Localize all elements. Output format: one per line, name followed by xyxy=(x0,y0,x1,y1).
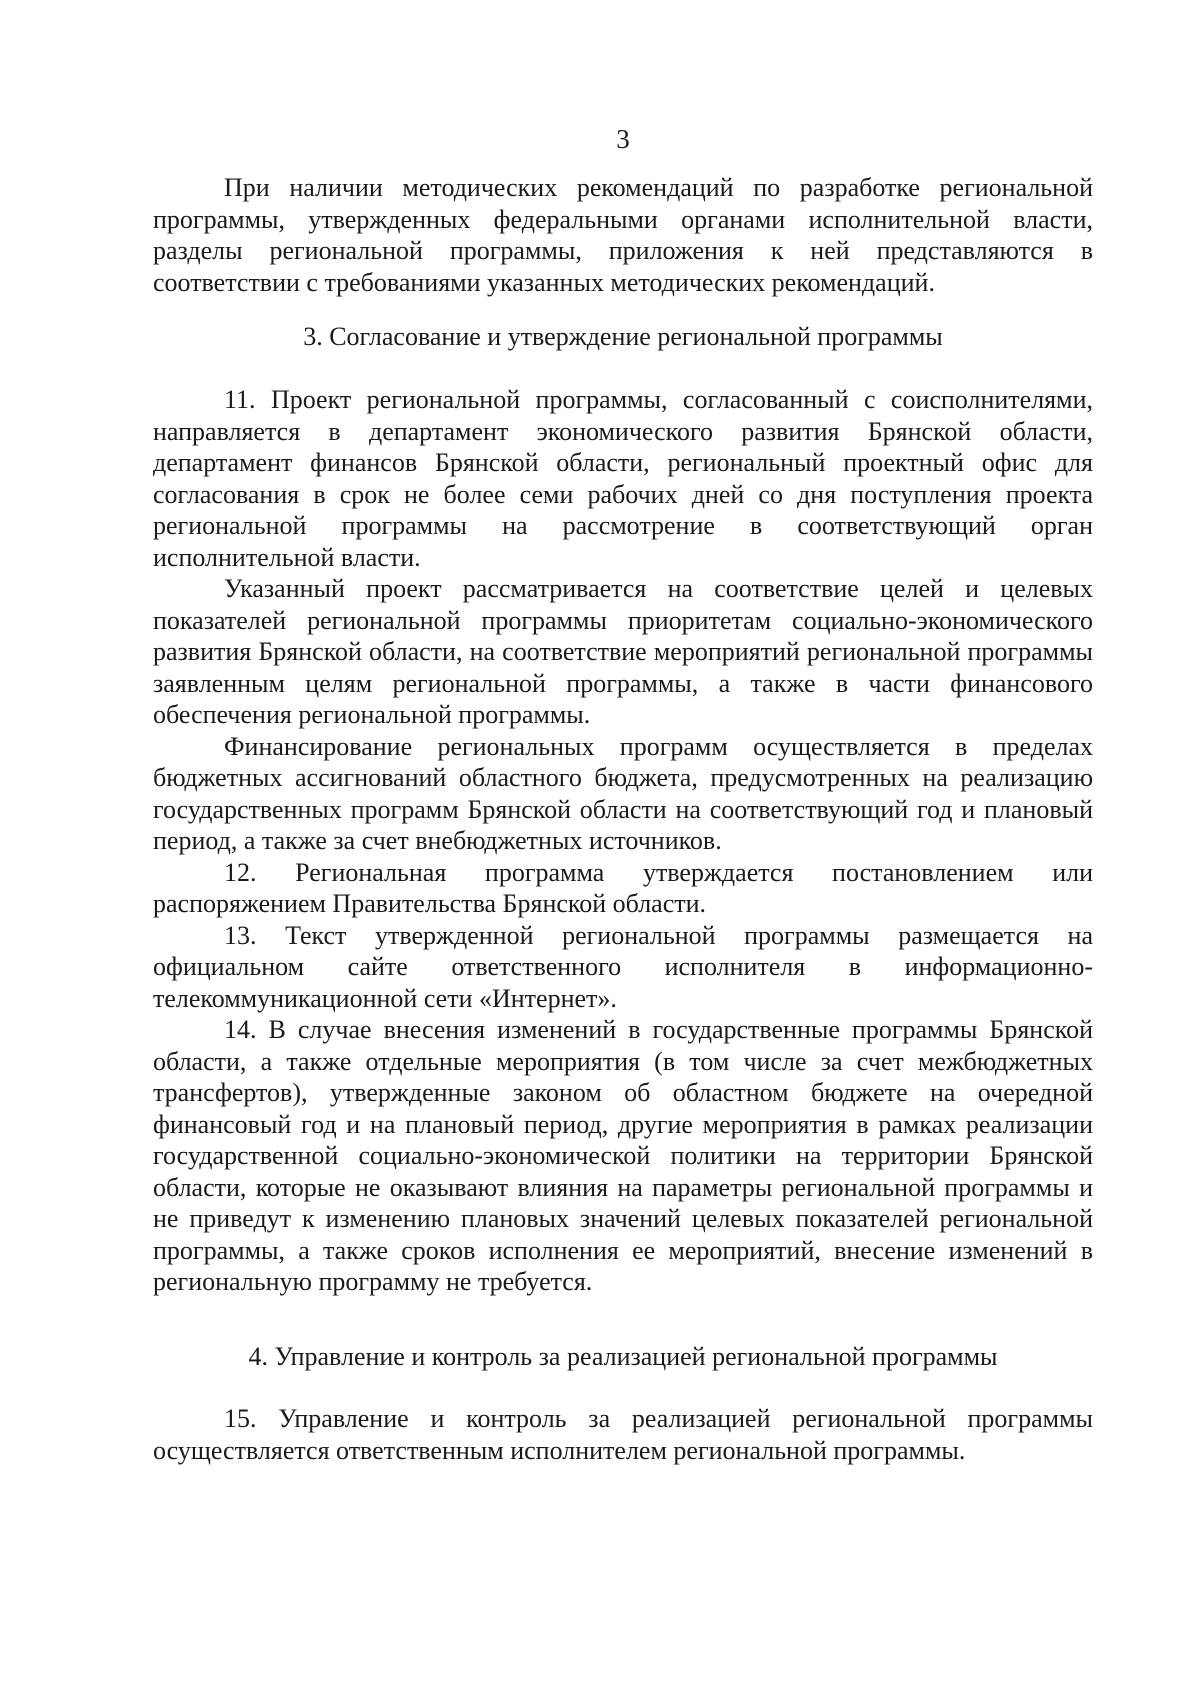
section-3-body xyxy=(153,384,1093,1298)
paragraph-review: Указанный проект рассматривается на соответствие целей и целевых показателей региональной программы приоритетам социально-экономического развития Брянской области, на соответствие мероприятий региональной программы заявленным целям региональной программы, а также в части финансового обеспечения региональной программы. xyxy=(153,574,1093,729)
page-number: 3 xyxy=(616,124,630,154)
section-3-heading-block xyxy=(153,321,1093,353)
section-4-body xyxy=(153,1403,1093,1466)
paragraph-financing: Финансирование региональных программ осуществляется в пределах бюджетных ассигнований областного бюджета, предусмотренных на реализацию государственных программ Брянской области на соответствующий год и плановый период, а также за счет внебюджетных источников. xyxy=(153,731,1093,855)
paragraph-13: 13. Текст утвержденной региональной программы размещается на официальном сайте ответственного исполнителя в информационно-телекоммуникационной сети «Интернет». xyxy=(153,920,1093,1013)
section-4-heading: 4. Управление и контроль за реализацией региональной программы xyxy=(248,1342,998,1371)
paragraph-11: 11. Проект региональной программы, согласованный с соисполнителями, направляется в департамент экономического развития Брянской области, департамент финансов Брянской области, региональный проектный офис для согласования в срок не более семи рабочих дней со дня поступления проекта региональной программы на рассмотрение в соответствующий орган исполнительной власти. xyxy=(153,385,1093,572)
section-4-heading-block xyxy=(153,1341,1093,1373)
section-3-heading: 3. Согласование и утверждение региональной программы xyxy=(303,322,943,351)
intro-paragraph: При наличии методических рекомендаций по разработке региональной программы, утвержденных федеральными органами исполнительной власти, разделы региональной программы, приложения к ней представляются в соответствии с требованиями указанных методических рекомендаций. xyxy=(153,173,1093,297)
paragraph-12: 12. Региональная программа утверждается постановлением или распоряжением Правительства Брянской области. xyxy=(153,857,1093,918)
paragraph-15: 15. Управление и контроль за реализацией региональной программы осуществляется ответственным исполнителем региональной программы. xyxy=(153,1404,1093,1465)
intro-block xyxy=(153,172,1093,298)
paragraph-14: 14. В случае внесения изменений в государственные программы Брянской области, а также отдельные мероприятия (в том числе за счет межбюджетных трансфертов), утвержденные законом об областном бюджете на очередной финансовый год и на плановый период, другие мероприятия в рамках реализации государственной социально-экономической политики на территории Брянской области, которые не оказывают влияния на параметры региональной программы и не приведут к изменению плановых значений целевых показателей региональной программы, а также сроков исполнения ее мероприятий, внесение изменений в региональную программу не требуется. xyxy=(153,1015,1093,1296)
